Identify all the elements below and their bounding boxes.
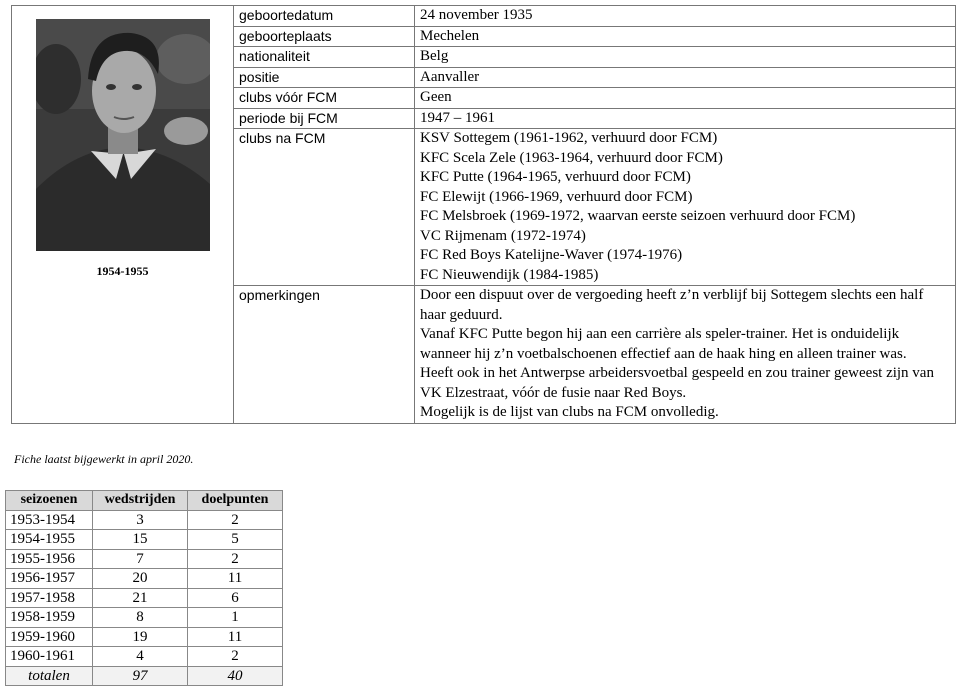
- club-item: KFC Scela Zele (1963-1964, verhuurd door FCM): [420, 149, 723, 166]
- totals-goals: 40: [188, 666, 283, 686]
- table-row: [6, 530, 283, 550]
- club-item: FC Melsbroek (1969-1972, waarvan eerste seizoen verhuurd door FCM): [420, 208, 856, 224]
- info-value: 1947 – 1961: [415, 108, 956, 129]
- season-cell: 1957-1958: [6, 588, 93, 608]
- matches-cell: 7: [93, 549, 188, 569]
- table-row: [6, 569, 283, 589]
- matches-cell: 8: [93, 608, 188, 628]
- season-cell: 1954-1955: [6, 530, 93, 550]
- header-seasons: seizoenen: [6, 491, 93, 511]
- matches-cell: 15: [93, 530, 188, 550]
- table-row: [6, 510, 283, 530]
- info-label: geboorteplaats: [234, 26, 415, 47]
- totals-label: totalen: [6, 666, 93, 686]
- info-value: Mechelen: [415, 26, 956, 47]
- goals-cell: 2: [188, 510, 283, 530]
- table-row: [6, 608, 283, 628]
- info-value: 24 november 1935: [415, 6, 956, 27]
- info-label: clubs na FCM: [234, 129, 415, 286]
- info-label: geboortedatum: [234, 6, 415, 27]
- season-cell: 1958-1959: [6, 608, 93, 628]
- season-cell: 1953-1954: [6, 510, 93, 530]
- photo-cell: [12, 6, 234, 424]
- remark-item: Door een dispuut over de vergoeding heeft z’n verblijf bij Sottegem slechts een half haar geduurd.: [420, 287, 924, 323]
- goals-cell: 11: [188, 569, 283, 589]
- table-row: [6, 627, 283, 647]
- totals-row: [6, 666, 283, 686]
- goals-cell: 11: [188, 627, 283, 647]
- info-label: opmerkingen: [234, 286, 415, 424]
- clubs-after-list: [415, 129, 956, 286]
- season-cell: 1959-1960: [6, 627, 93, 647]
- header-matches: wedstrijden: [93, 491, 188, 511]
- goals-cell: 2: [188, 647, 283, 667]
- season-cell: 1960-1961: [6, 647, 93, 667]
- goals-cell: 5: [188, 530, 283, 550]
- portrait-photo: [36, 19, 210, 251]
- matches-cell: 3: [93, 510, 188, 530]
- club-item: KSV Sottegem (1961-1962, verhuurd door FCM): [420, 130, 718, 146]
- last-updated-note: Fiche laatst bijgewerkt in april 2020.: [14, 452, 194, 466]
- matches-cell: 19: [93, 627, 188, 647]
- photo-caption: 1954-1955: [96, 264, 149, 278]
- info-label: clubs vóór FCM: [234, 88, 415, 109]
- goals-cell: 2: [188, 549, 283, 569]
- goals-cell: 6: [188, 588, 283, 608]
- matches-cell: 20: [93, 569, 188, 589]
- info-value: Aanvaller: [415, 67, 956, 88]
- table-row: [6, 588, 283, 608]
- club-item: FC Red Boys Katelijne-Waver (1974-1976): [420, 247, 683, 263]
- remark-item: Vanaf KFC Putte begon hij aan een carrière als speler-trainer. Het is onduidelijk wanneer hij z’n voetbalschoenen effectief aan de haak hing en alleen trainer was.: [420, 326, 907, 362]
- club-item: FC Elewijt (1966-1969, verhuurd door FCM): [420, 188, 693, 205]
- info-value: Geen: [415, 88, 956, 109]
- matches-cell: 21: [93, 588, 188, 608]
- remark-item: Heeft ook in het Antwerpse arbeidersvoetbal gespeeld en zou trainer geweest zijn van VK Elzestraat, vóór de fusie naar Red Boys.: [420, 365, 934, 401]
- season-cell: 1956-1957: [6, 569, 93, 589]
- remark-item: Mogelijk is de lijst van clubs na FCM onvolledig.: [420, 404, 719, 420]
- header-goals: doelpunten: [188, 491, 283, 511]
- info-label: positie: [234, 67, 415, 88]
- info-value: Belg: [415, 47, 956, 68]
- club-item: FC Nieuwendijk (1984-1985): [420, 266, 599, 283]
- remarks-list: [415, 286, 956, 424]
- season-cell: 1955-1956: [6, 549, 93, 569]
- goals-cell: 1: [188, 608, 283, 628]
- table-row: [6, 647, 283, 667]
- club-item: VC Rijmenam (1972-1974): [420, 227, 586, 244]
- info-label: periode bij FCM: [234, 108, 415, 129]
- matches-cell: 4: [93, 647, 188, 667]
- portrait-photo-icon: [36, 19, 210, 251]
- season-stats-table: [5, 490, 283, 686]
- totals-matches: 97: [93, 666, 188, 686]
- stats-header-row: [6, 491, 283, 511]
- table-row: [6, 549, 283, 569]
- player-info-table: [11, 5, 956, 424]
- info-row: [12, 6, 956, 27]
- info-label: nationaliteit: [234, 47, 415, 68]
- club-item: KFC Putte (1964-1965, verhuurd door FCM): [420, 169, 691, 185]
